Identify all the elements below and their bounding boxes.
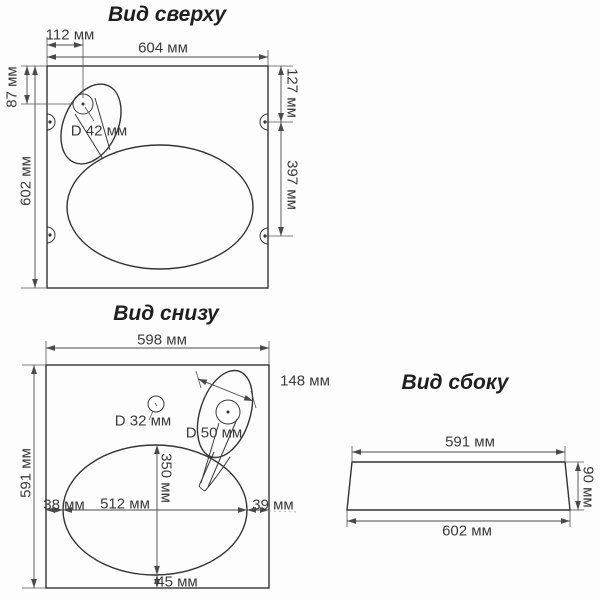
side-view-drawing xyxy=(347,446,584,527)
top-basin-oval xyxy=(67,145,253,269)
dim-label-350: 350 мм xyxy=(157,453,175,503)
side-profile-outline xyxy=(347,462,570,510)
dim-label-397: 397 мм xyxy=(283,160,301,210)
dim-label-38: 38 мм xyxy=(43,496,85,514)
top-view-title: Вид сверху xyxy=(108,3,226,26)
dim-label-591: 591 мм xyxy=(17,448,35,498)
top-view-drawing xyxy=(17,37,293,288)
dim-label-87: 87 мм xyxy=(3,66,21,108)
dim-label-d50: D 50 мм xyxy=(185,424,243,442)
dim-label-127: 127 мм xyxy=(283,68,301,118)
dim-label-598: 598 мм xyxy=(137,331,187,349)
dim-label-112: 112 мм xyxy=(45,26,95,44)
faucet-label-leader xyxy=(85,107,94,121)
dim-label-39: 39 мм xyxy=(252,496,294,514)
top-countertop-outline xyxy=(47,66,268,288)
dim-label-512: 512 мм xyxy=(100,495,150,513)
dim-label-602: 602 мм xyxy=(17,156,35,206)
side-view-title: Вид сбоку xyxy=(401,371,509,394)
dim-label-604: 604 мм xyxy=(138,39,188,57)
dim-label-d42: D 42 мм xyxy=(70,122,128,140)
dim-label-d32: D 32 мм xyxy=(114,412,172,430)
dim-label-148: 148 мм xyxy=(280,372,330,390)
bottom-view-title: Вид снизу xyxy=(113,302,219,325)
dim-label-side-602: 602 мм xyxy=(442,522,492,540)
dim-label-side-90: 90 мм xyxy=(579,466,597,508)
dim-label-45: 45 мм xyxy=(156,573,198,591)
dim-148 xyxy=(198,379,253,401)
dim-label-side-591: 591 мм xyxy=(445,433,495,451)
